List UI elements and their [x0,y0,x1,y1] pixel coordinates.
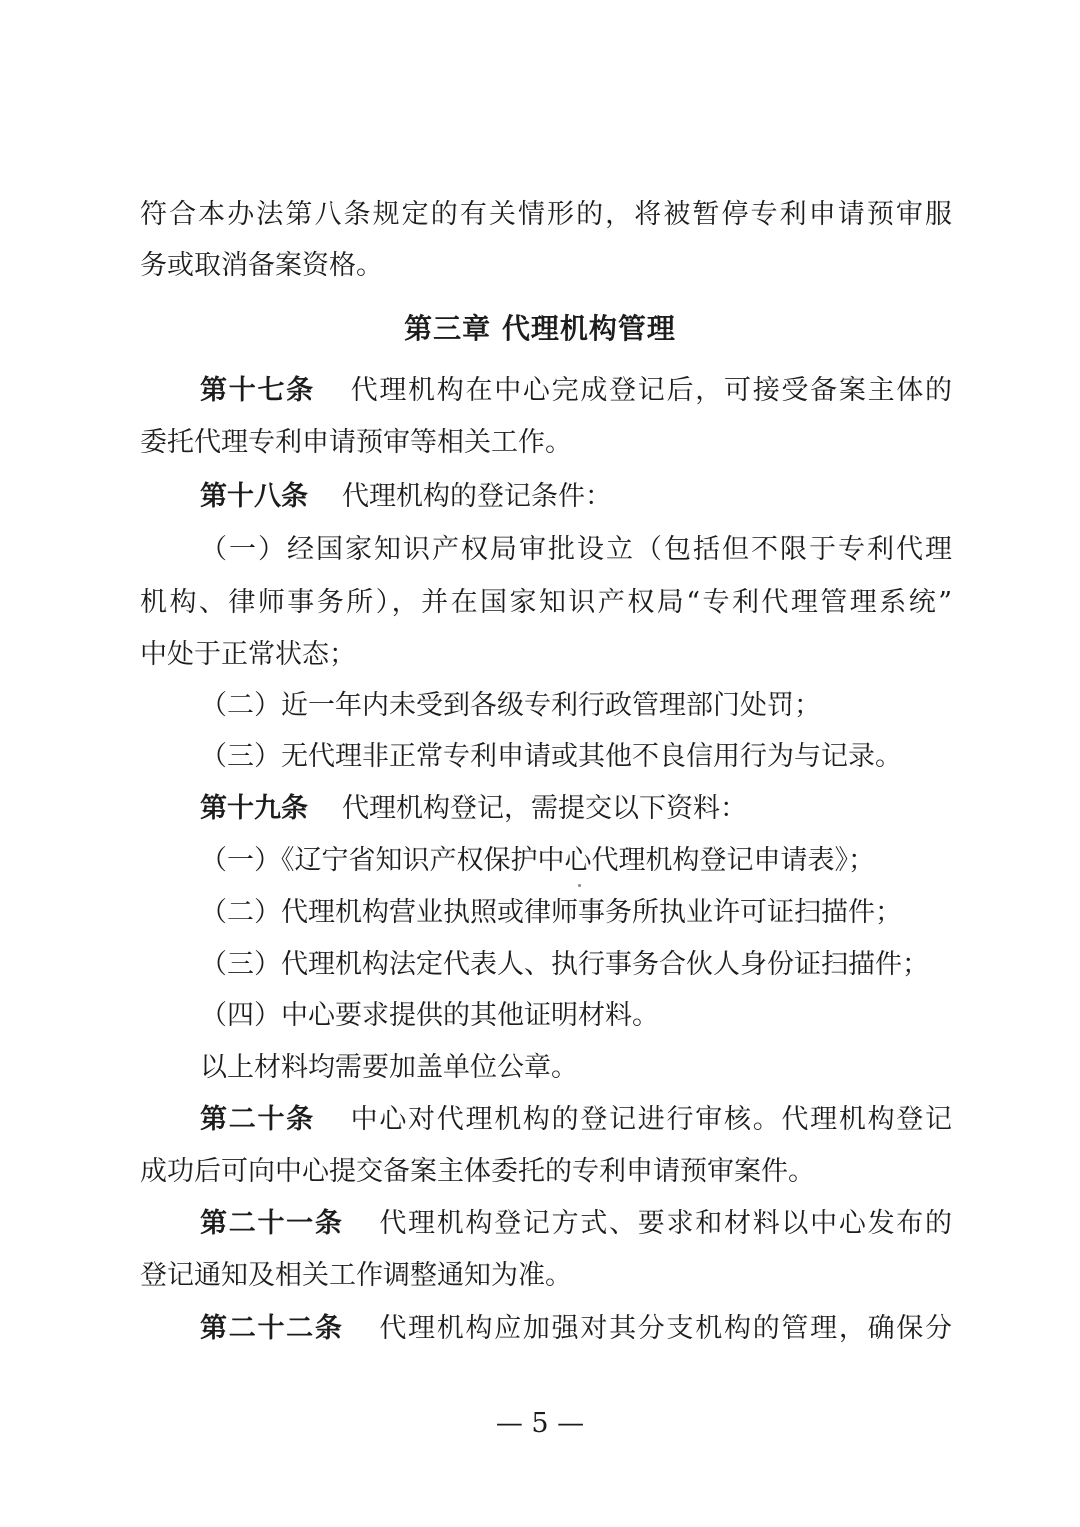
article18-text: 代理机构的登记条件： [342,481,612,512]
article19-label: 第十九条 [200,793,308,824]
article19-text: 代理机构登记，需提交以下资料： [342,793,747,824]
chapter-title: 第三章 代理机构管理 [404,312,676,345]
article19-item4: （四）中心要求提供的其他证明材料。 [200,1000,659,1031]
article17-label: 第十七条 [200,375,315,406]
article19-item3: （三）代理机构法定代表人、执行事务合伙人身份证扫描件； [200,949,929,980]
article21-label: 第二十一条 [200,1208,344,1239]
article18-item3: （三）无代理非正常专利申请或其他不良信用行为与记录。 [200,741,902,772]
article18-item2: （二）近一年内未受到各级专利行政管理部门处罚； [200,690,821,721]
article18-item1-line1: （一）经国家知识产权局审批设立（包括但不限于专利代理 [200,534,952,565]
article19-item1: （一）《辽宁省知识产权保护中心代理机构登记申请表》； [200,845,875,876]
article18-label: 第十八条 [200,481,308,512]
article20-text: 中心对代理机构的登记进行审核。代理机构登记 [348,1104,952,1135]
article21-line-2: 登记通知及相关工作调整通知为准。 [140,1260,572,1291]
article22-label: 第二十二条 [200,1313,344,1344]
article21-line-1 [200,1204,952,1244]
article20-label: 第二十条 [200,1104,315,1135]
article22-line-1 [200,1309,952,1349]
article19-line [200,789,952,829]
article17-line-1 [200,371,952,411]
article18-item1-line3: 中处于正常状态； [140,639,356,670]
scan-speck [578,884,581,887]
article19-item2: （二）代理机构营业执照或律师事务所执业许可证扫描件； [200,897,902,928]
article17-text: 代理机构在中心完成登记后，可接受备案主体的 [348,375,952,406]
article20-line-1 [200,1100,952,1140]
article22-text: 代理机构应加强对其分支机构的管理，确保分 [377,1313,952,1344]
continuation-line-2: 务或取消备案资格。 [140,250,383,281]
article21-text: 代理机构登记方式、要求和材料以中心发布的 [377,1208,952,1239]
article19-note: 以上材料均需要加盖单位公章。 [200,1052,578,1083]
page-number: — 5 — [495,1408,585,1439]
continuation-line-1: 符合本办法第八条规定的有关情形的，将被暂停专利申请预审服 [140,199,952,230]
article20-line-2: 成功后可向中心提交备案主体委托的专利申请预审案件。 [140,1156,815,1187]
article18-item1-line2: 机构、律师事务所），并在国家知识产权局“专利代理管理系统” [140,587,952,618]
article18-line [200,477,952,517]
article17-line-2: 委托代理专利申请预审等相关工作。 [140,427,572,458]
